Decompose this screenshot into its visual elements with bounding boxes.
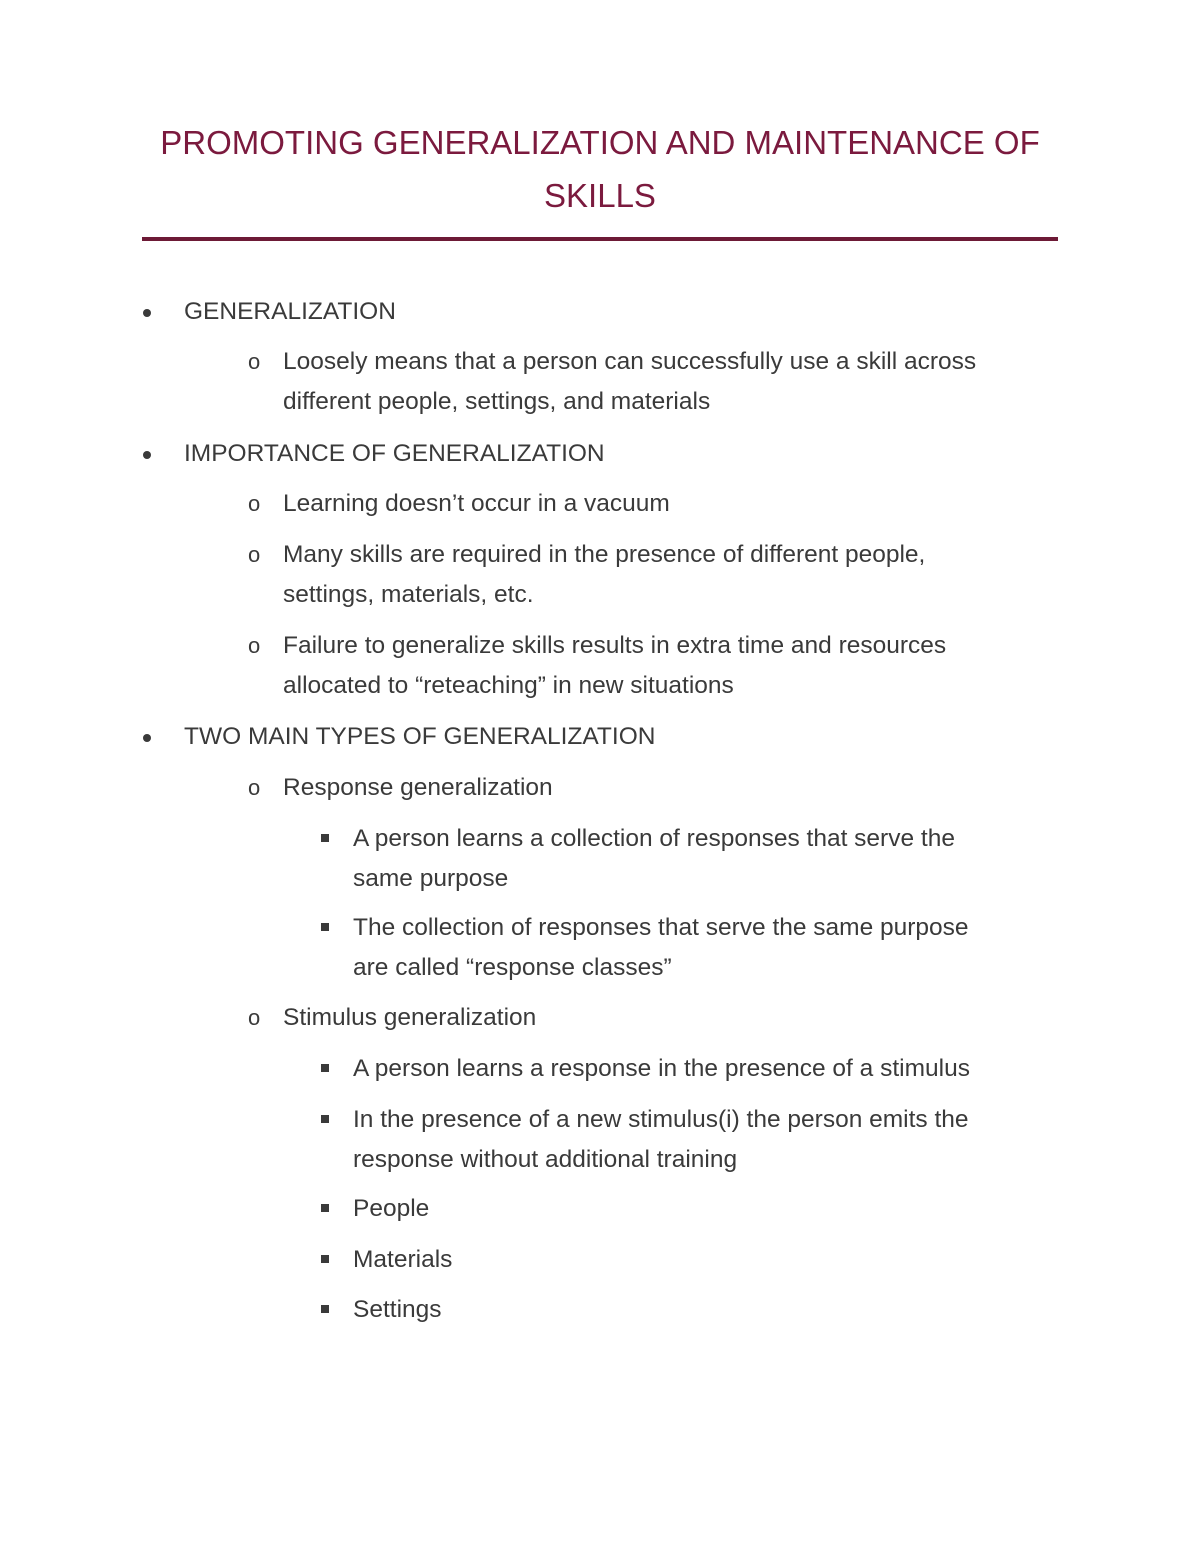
sub-item-stimulus-generalization: o Stimulus generalization xyxy=(283,998,536,1038)
sub-item-response-generalization: o Response generalization xyxy=(283,768,553,808)
bullet-dot-icon xyxy=(143,734,151,742)
square-bullet-icon xyxy=(321,834,329,842)
circle-bullet-icon: o xyxy=(248,633,261,658)
title-line-2: SKILLS xyxy=(544,177,656,214)
sub-sub-item-new-stimulus: In the presence of a new stimulus(i) the person emits the response without additional training xyxy=(353,1100,969,1180)
circle-bullet-icon: o xyxy=(248,491,261,516)
sub-sub-item-learns-response: A person learns a response in the presence of a stimulus xyxy=(353,1049,970,1089)
sub-item-vacuum: o Learning doesn’t occur in a vacuum xyxy=(283,484,670,524)
bullet-importance: IMPORTANCE OF GENERALIZATION xyxy=(184,434,605,474)
sub-sub-item-collection: A person learns a collection of responses that serve the same purpose xyxy=(353,819,955,899)
title-line-1: PROMOTING GENERALIZATION AND MAINTENANCE OF xyxy=(160,124,1040,161)
bullet-two-main-types: TWO MAIN TYPES OF GENERALIZATION xyxy=(184,717,655,757)
sub-sub-item-people: People xyxy=(353,1189,429,1229)
title-divider xyxy=(142,237,1058,241)
sub-sub-item-response-classes: The collection of responses that serve the same purpose are called “response classes” xyxy=(353,908,969,988)
square-bullet-icon xyxy=(321,1305,329,1313)
circle-bullet-icon: o xyxy=(248,349,261,374)
bullet-dot-icon xyxy=(143,451,151,459)
square-bullet-icon xyxy=(321,1204,329,1212)
bullet-dot-icon xyxy=(143,309,151,317)
square-bullet-icon xyxy=(321,1255,329,1263)
sub-sub-item-materials: Materials xyxy=(353,1240,452,1280)
page-title xyxy=(142,116,1058,222)
circle-bullet-icon: o xyxy=(248,542,261,567)
sub-item-loosely-means: o Loosely means that a person can successfully use a skill across different people, settings, and materials xyxy=(283,342,976,422)
circle-bullet-icon: o xyxy=(248,775,261,800)
circle-bullet-icon: o xyxy=(248,1005,261,1030)
sub-item-failure: o Failure to generalize skills results in extra time and resources allocated to “reteaching” in new situations xyxy=(283,626,946,706)
sub-item-many-skills: o Many skills are required in the presence of different people, settings, materials, etc. xyxy=(283,535,925,615)
square-bullet-icon xyxy=(321,1115,329,1123)
sub-sub-item-settings: Settings xyxy=(353,1290,442,1330)
square-bullet-icon xyxy=(321,1064,329,1072)
bullet-generalization: GENERALIZATION xyxy=(184,292,396,332)
square-bullet-icon xyxy=(321,923,329,931)
